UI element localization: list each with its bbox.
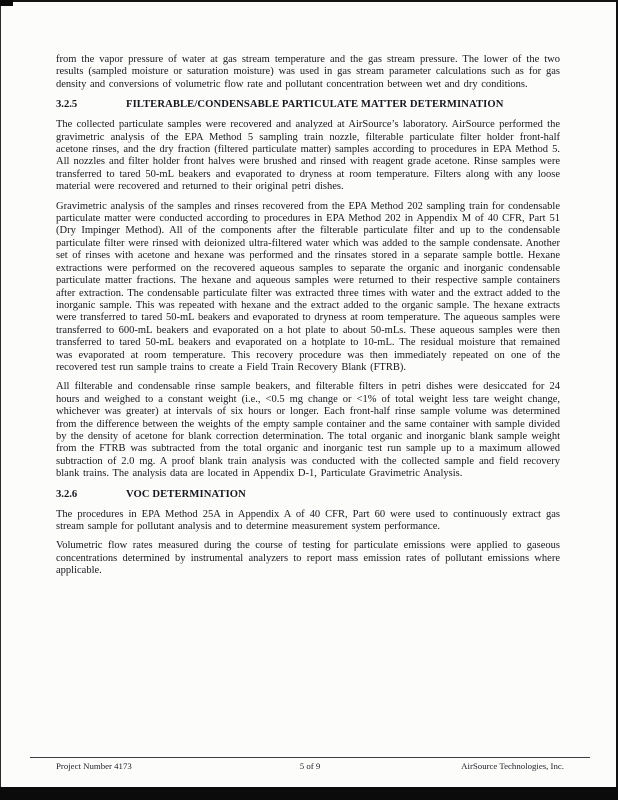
scan-edge-bottom bbox=[0, 787, 618, 800]
section-title: VOC DETERMINATION bbox=[126, 488, 246, 500]
section-title: FILTERABLE/CONDENSABLE PARTICULATE MATTER DETERMINATION bbox=[126, 99, 504, 111]
section-number: 3.2.6 bbox=[56, 488, 78, 500]
paragraph-moisture-continuation: from the vapor pressure of water at gas stream temperature and the gas stream pressure. The lower of the two results (sampled moisture or saturation moisture) was used in gas stream parameter calculations such as for gas density and conversions of volumetric flow rate and pollutant concentration between wet and dry conditions. bbox=[56, 54, 560, 90]
section-heading-3-2-5 bbox=[56, 98, 560, 111]
page-content bbox=[56, 54, 560, 585]
paragraph-method202-analysis: Gravimetric analysis of the samples and rinses recovered from the EPA Method 202 sampling train for condensable particulate matter were conducted according to procedures in EPA Method 202 in Appendix M of 40 CFR, Part 51 (Dry Impinger Method). All of the components after the filterable particulate filter and up to the condensable particulate filter were rinsed with deionized ultra-filtered water which was added to the sample condensate. Another set of rinses with acetone and hexane was performed and the rinsates stored in a separate sample bottle. Hexane extractions were performed on the recovered aqueous samples to separate the organic and inorganic condensable particulate matter fractions. The hexane and aqueous samples were returned to their respective sample containers after extraction. The condensable particulate filter was extracted three times with water and the extract added to the inorganic sample. This was repeated with hexane and the extract added to the organic sample. The hexane extracts were transferred to tared 50-mL beakers and evaporated to dryness at room temperature. The aqueous samples were transferred to 600-mL beakers and evaporated on a hot plate to about 50-mLs. These aqueous samples were then transferred to tared 50-mL beakers and evaporated on a hotplate to 10-mL. The residual moisture that remained was evaporated at room temperature. This recovery procedure was then immediately repeated on one of the recovered test run sample trains to create a Field Train Recovery Blank (FTRB). bbox=[56, 200, 560, 373]
section-heading-3-2-6 bbox=[56, 488, 560, 501]
scan-edge-left bbox=[0, 0, 1, 800]
paragraph-desiccation-weighing: All filterable and condensable rinse sample beakers, and filterable filters in petri dishes were desiccated for 24 hours and weighed to a constant weight (i.e., <0.5 mg change or <1% of total weight less tare weight change, whichever was greater) at intervals of six hours or longer. Each front-half rinse sample volume was determined from the difference between the weights of the empty sample container and the same container with sample divided by the density of acetone for blank correction determination. The total organic and inorganic blank sample weight from the FTRB was subtracted from the total organic and inorganic test run sample up to a maximum allowed subtraction of 2.0 mg. A proof blank train analysis was conducted with the collected sample and field recovery blank trains. The analysis data are located in Appendix D-1, Particulate Gravimetric Analysis. bbox=[56, 381, 560, 480]
paragraph-gravimetric-method5: The collected particulate samples were recovered and analyzed at AirSource’s laboratory. AirSource performed the gravimetric analysis of the EPA Method 5 sampling train nozzle, filterable particulate filter holder front-half acetone rinses, and the dry fraction (filtered particulate matter) samples according to procedures in EPA Method 5. All nozzles and filter holder front halves were brushed and rinsed with reagent grade acetone. Rinse samples were transferred to tared 50-mL beakers and evaporated to dryness at room temperature. Filters along with any loose material were recovered and returned to their original petri dishes. bbox=[56, 119, 560, 193]
footer-company-name: AirSource Technologies, Inc. bbox=[461, 761, 564, 771]
section-number: 3.2.5 bbox=[56, 99, 78, 111]
scan-corner-artifact bbox=[0, 0, 13, 6]
paragraph-volumetric-flow: Volumetric flow rates measured during the course of testing for particulate emissions were applied to gaseous concentrations determined by instrumental analyzers to report mass emission rates of pollutant emissions where applicable. bbox=[56, 540, 560, 577]
footer-page-number: 5 of 9 bbox=[299, 761, 321, 771]
scan-edge-top bbox=[0, 0, 618, 2]
paragraph-voc-method25a: The procedures in EPA Method 25A in Appendix A of 40 CFR, Part 60 were used to continuously extract gas stream sample for pollutant analysis and to determine measurement system performance. bbox=[56, 508, 560, 532]
footer-project-number: Project Number 4173 bbox=[56, 761, 132, 771]
page-footer bbox=[30, 757, 590, 772]
